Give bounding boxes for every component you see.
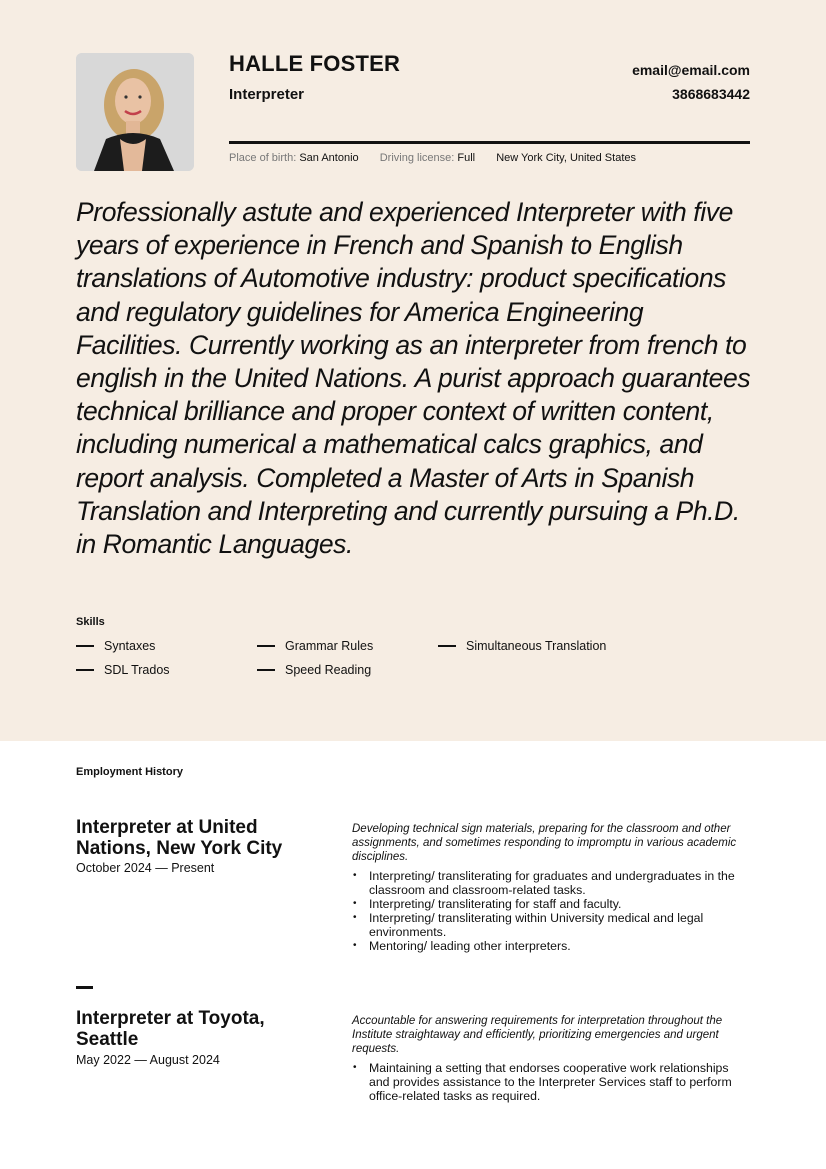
job-bullets	[352, 1061, 750, 1103]
place-of-birth-value: San Antonio	[299, 152, 359, 164]
job-title: Interpreter at Toyota, Seattle	[76, 1008, 265, 1050]
profile-photo	[76, 53, 194, 171]
job-separator	[76, 986, 93, 989]
driving-license-label: Driving license:	[379, 152, 455, 164]
job-description: Accountable for answering requirements for interpretation throughout the Institute straightaway and efficiently, prioritizing emergencies and urgent requests.	[352, 1015, 723, 1055]
contact-block	[632, 58, 750, 106]
place-of-birth	[229, 152, 359, 164]
employment-heading: Employment History	[76, 766, 183, 778]
skill-label: Syntaxes	[104, 639, 156, 653]
driving-license	[380, 152, 475, 164]
skill-item	[76, 663, 170, 677]
skill-label: Speed Reading	[285, 663, 372, 677]
location: New York City, United States	[496, 152, 636, 164]
skill-dash	[76, 669, 94, 671]
profile-summary: Professionally astute and experienced Interpreter with five years of experience in French and Spanish to English translations of Automotive industry: product specifications and regulatory guidelines for America Engineering Facilities. Currently working as an interpreter from french to english in the United Nations. A purist approach guarantees technical brilliance and proper context of written content, including numerical a mathematical calcs graphics, and report analysis. Completed a Master of Arts in Spanish Translation and Interpreting and currently pursuing a Ph.D. in Romantic Languages.	[76, 197, 751, 560]
phone-text: 3868683442	[672, 86, 750, 102]
job-dates: May 2022 — August 2024	[76, 1053, 220, 1067]
skill-item	[76, 639, 155, 653]
list-item: • Interpreting/ transliterating within University medical and legal environments.	[352, 911, 750, 939]
list-item: • Mentoring/ leading other interpreters.	[352, 939, 750, 953]
list-item: • Interpreting/ transliterating for graduates and undergraduates in the classroom and classroom-related tasks.	[352, 869, 750, 897]
skill-label: SDL Trados	[104, 663, 170, 677]
skill-item	[257, 639, 373, 653]
skill-dash	[257, 669, 275, 671]
header-divider	[229, 141, 750, 144]
skill-dash	[257, 645, 275, 647]
skill-item	[438, 639, 606, 653]
personal-details	[229, 152, 654, 164]
candidate-name: HALLE FOSTER	[229, 51, 401, 76]
skills-heading: Skills	[76, 616, 105, 628]
job-dates: October 2024 — Present	[76, 861, 215, 875]
skill-item	[257, 663, 371, 677]
skill-label: Simultaneous Translation	[466, 639, 607, 653]
skill-dash	[76, 645, 94, 647]
job-title: Interpreter at United Nations, New York City	[76, 817, 283, 859]
list-item: • Interpreting/ transliterating for staff and faculty.	[352, 897, 750, 911]
place-of-birth-label: Place of birth:	[229, 152, 297, 164]
email-text: email@email.com	[632, 62, 750, 78]
skill-label: Grammar Rules	[285, 639, 374, 653]
job-bullets	[352, 869, 750, 953]
employment-section	[0, 741, 826, 1169]
candidate-job-title: Interpreter	[229, 86, 305, 103]
skill-dash	[438, 645, 456, 647]
job-description: Developing technical sign materials, preparing for the classroom and other assignments, and sometimes responding to impromptu in various academic disciplines.	[352, 823, 737, 863]
driving-license-value: Full	[457, 152, 476, 164]
list-item: • Maintaining a setting that endorses cooperative work relationships and provides assistance to the Interpreter Services staff to perform office-related tasks as required.	[352, 1061, 750, 1103]
